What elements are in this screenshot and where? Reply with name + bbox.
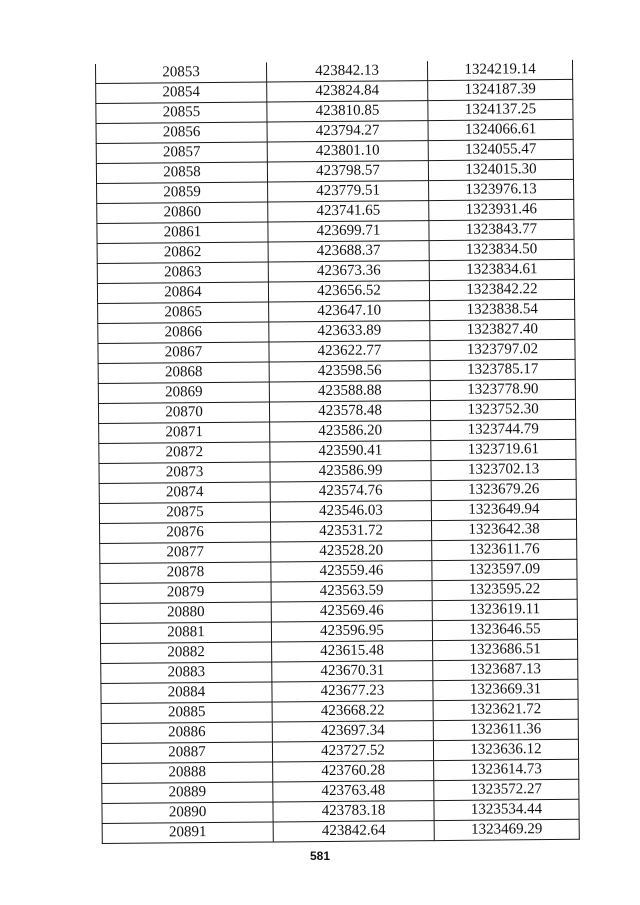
y-coordinate-cell: 1323834.50 bbox=[429, 239, 574, 260]
x-coordinate-cell: 423760.28 bbox=[273, 761, 434, 782]
y-coordinate-cell: 1323827.40 bbox=[430, 319, 575, 340]
x-coordinate-cell: 423578.48 bbox=[269, 401, 430, 422]
y-coordinate-cell: 1323702.13 bbox=[431, 459, 576, 480]
y-coordinate-cell: 1323621.72 bbox=[433, 699, 578, 720]
y-coordinate-cell: 1323778.90 bbox=[430, 379, 575, 400]
x-coordinate-cell: 423699.71 bbox=[268, 221, 429, 242]
x-coordinate-cell: 423842.13 bbox=[266, 61, 427, 82]
y-coordinate-cell: 1323687.13 bbox=[433, 659, 578, 680]
y-coordinate-cell: 1324187.39 bbox=[428, 79, 573, 100]
x-coordinate-cell: 423633.89 bbox=[269, 321, 430, 342]
x-coordinate-cell: 423677.23 bbox=[272, 681, 433, 702]
point-id-cell: 20860 bbox=[97, 202, 268, 223]
y-coordinate-cell: 1323636.12 bbox=[433, 739, 578, 760]
point-id-cell: 20880 bbox=[100, 602, 271, 623]
point-id-cell: 20872 bbox=[99, 442, 270, 463]
y-coordinate-cell: 1324015.30 bbox=[428, 159, 573, 180]
point-id-cell: 20884 bbox=[101, 682, 272, 703]
y-coordinate-cell: 1324137.25 bbox=[428, 99, 573, 120]
x-coordinate-cell: 423647.10 bbox=[269, 301, 430, 322]
y-coordinate-cell: 1323797.02 bbox=[430, 339, 575, 360]
point-id-cell: 20887 bbox=[101, 742, 272, 763]
point-id-cell: 20885 bbox=[101, 702, 272, 723]
y-coordinate-cell: 1323646.55 bbox=[432, 619, 577, 640]
y-coordinate-cell: 1323595.22 bbox=[432, 579, 577, 600]
point-id-cell: 20879 bbox=[100, 582, 271, 603]
point-id-cell: 20883 bbox=[101, 662, 272, 683]
x-coordinate-cell: 423531.72 bbox=[271, 521, 432, 542]
point-id-cell: 20864 bbox=[97, 282, 268, 303]
y-coordinate-cell: 1323785.17 bbox=[430, 359, 575, 380]
x-coordinate-cell: 423596.95 bbox=[271, 621, 432, 642]
point-id-cell: 20861 bbox=[97, 222, 268, 243]
point-id-cell: 20865 bbox=[98, 302, 269, 323]
x-coordinate-cell: 423794.27 bbox=[267, 121, 428, 142]
point-id-cell: 20863 bbox=[97, 262, 268, 283]
point-id-cell: 20882 bbox=[101, 642, 272, 663]
x-coordinate-cell: 423824.84 bbox=[267, 81, 428, 102]
point-id-cell: 20888 bbox=[102, 762, 273, 783]
point-id-cell: 20869 bbox=[98, 382, 269, 403]
x-coordinate-cell: 423670.31 bbox=[272, 661, 433, 682]
x-coordinate-cell: 423586.99 bbox=[270, 461, 431, 482]
point-id-cell: 20856 bbox=[96, 122, 267, 143]
x-coordinate-cell: 423563.59 bbox=[271, 581, 432, 602]
y-coordinate-cell: 1323642.38 bbox=[431, 519, 576, 540]
x-coordinate-cell: 423546.03 bbox=[270, 501, 431, 522]
point-id-cell: 20853 bbox=[95, 63, 266, 84]
x-coordinate-cell: 423842.64 bbox=[273, 821, 434, 842]
x-coordinate-cell: 423727.52 bbox=[272, 741, 433, 762]
point-id-cell: 20866 bbox=[98, 322, 269, 343]
y-coordinate-cell: 1323752.30 bbox=[430, 399, 575, 420]
y-coordinate-cell: 1323838.54 bbox=[430, 299, 575, 320]
x-coordinate-cell: 423590.41 bbox=[270, 441, 431, 462]
x-coordinate-cell: 423801.10 bbox=[267, 141, 428, 162]
x-coordinate-cell: 423528.20 bbox=[271, 541, 432, 562]
x-coordinate-cell: 423569.46 bbox=[271, 601, 432, 622]
y-coordinate-cell: 1323649.94 bbox=[431, 499, 576, 520]
x-coordinate-cell: 423559.46 bbox=[271, 561, 432, 582]
y-coordinate-cell: 1323744.79 bbox=[431, 419, 576, 440]
y-coordinate-cell: 1323842.22 bbox=[429, 279, 574, 300]
y-coordinate-cell: 1323534.44 bbox=[434, 799, 579, 820]
point-id-cell: 20867 bbox=[98, 342, 269, 363]
x-coordinate-cell: 423574.76 bbox=[270, 481, 431, 502]
y-coordinate-cell: 1324055.47 bbox=[428, 139, 573, 160]
x-coordinate-cell: 423783.18 bbox=[273, 801, 434, 822]
point-id-cell: 20875 bbox=[99, 502, 270, 523]
y-coordinate-cell: 1323614.73 bbox=[434, 759, 579, 780]
point-id-cell: 20891 bbox=[102, 822, 273, 843]
y-coordinate-cell: 1323679.26 bbox=[431, 479, 576, 500]
y-coordinate-cell: 1323611.36 bbox=[433, 719, 578, 740]
x-coordinate-cell: 423688.37 bbox=[268, 241, 429, 262]
x-coordinate-cell: 423798.57 bbox=[267, 161, 428, 182]
point-id-cell: 20873 bbox=[99, 462, 270, 483]
y-coordinate-cell: 1323572.27 bbox=[434, 779, 579, 800]
x-coordinate-cell: 423763.48 bbox=[273, 781, 434, 802]
point-id-cell: 20855 bbox=[96, 102, 267, 123]
page-number: 581 bbox=[309, 849, 331, 863]
y-coordinate-cell: 1323843.77 bbox=[429, 219, 574, 240]
coordinate-table-body bbox=[95, 60, 579, 844]
point-id-cell: 20859 bbox=[97, 182, 268, 203]
x-coordinate-cell: 423598.56 bbox=[269, 361, 430, 382]
point-id-cell: 20877 bbox=[100, 542, 271, 563]
point-id-cell: 20870 bbox=[98, 402, 269, 423]
point-id-cell: 20858 bbox=[96, 162, 267, 183]
x-coordinate-cell: 423586.20 bbox=[270, 421, 431, 442]
y-coordinate-cell: 1323931.46 bbox=[429, 199, 574, 220]
x-coordinate-cell: 423668.22 bbox=[272, 701, 433, 722]
point-id-cell: 20862 bbox=[97, 242, 268, 263]
point-id-cell: 20871 bbox=[99, 422, 270, 443]
x-coordinate-cell: 423622.77 bbox=[269, 341, 430, 362]
y-coordinate-cell: 1324066.61 bbox=[428, 119, 573, 140]
point-id-cell: 20868 bbox=[98, 362, 269, 383]
y-coordinate-cell: 1323686.51 bbox=[433, 639, 578, 660]
y-coordinate-cell: 1324219.14 bbox=[427, 60, 572, 81]
x-coordinate-cell: 423588.88 bbox=[269, 381, 430, 402]
table-row bbox=[102, 819, 579, 843]
x-coordinate-cell: 423697.34 bbox=[272, 721, 433, 742]
point-id-cell: 20878 bbox=[100, 562, 271, 583]
y-coordinate-cell: 1323597.09 bbox=[432, 559, 577, 580]
coordinate-table bbox=[95, 60, 580, 844]
x-coordinate-cell: 423741.65 bbox=[268, 201, 429, 222]
y-coordinate-cell: 1323976.13 bbox=[429, 179, 574, 200]
x-coordinate-cell: 423779.51 bbox=[268, 181, 429, 202]
y-coordinate-cell: 1323611.76 bbox=[432, 539, 577, 560]
x-coordinate-cell: 423810.85 bbox=[267, 101, 428, 122]
y-coordinate-cell: 1323719.61 bbox=[431, 439, 576, 460]
point-id-cell: 20881 bbox=[100, 622, 271, 643]
x-coordinate-cell: 423673.36 bbox=[268, 261, 429, 282]
x-coordinate-cell: 423615.48 bbox=[272, 641, 433, 662]
point-id-cell: 20886 bbox=[101, 722, 272, 743]
point-id-cell: 20857 bbox=[96, 142, 267, 163]
point-id-cell: 20890 bbox=[102, 802, 273, 823]
point-id-cell: 20874 bbox=[99, 482, 270, 503]
x-coordinate-cell: 423656.52 bbox=[268, 281, 429, 302]
point-id-cell: 20889 bbox=[102, 782, 273, 803]
y-coordinate-cell: 1323669.31 bbox=[433, 679, 578, 700]
coordinate-table-wrapper bbox=[95, 60, 578, 846]
y-coordinate-cell: 1323834.61 bbox=[429, 259, 574, 280]
y-coordinate-cell: 1323619.11 bbox=[432, 599, 577, 620]
point-id-cell: 20876 bbox=[100, 522, 271, 543]
y-coordinate-cell: 1323469.29 bbox=[434, 819, 579, 840]
point-id-cell: 20854 bbox=[96, 82, 267, 103]
